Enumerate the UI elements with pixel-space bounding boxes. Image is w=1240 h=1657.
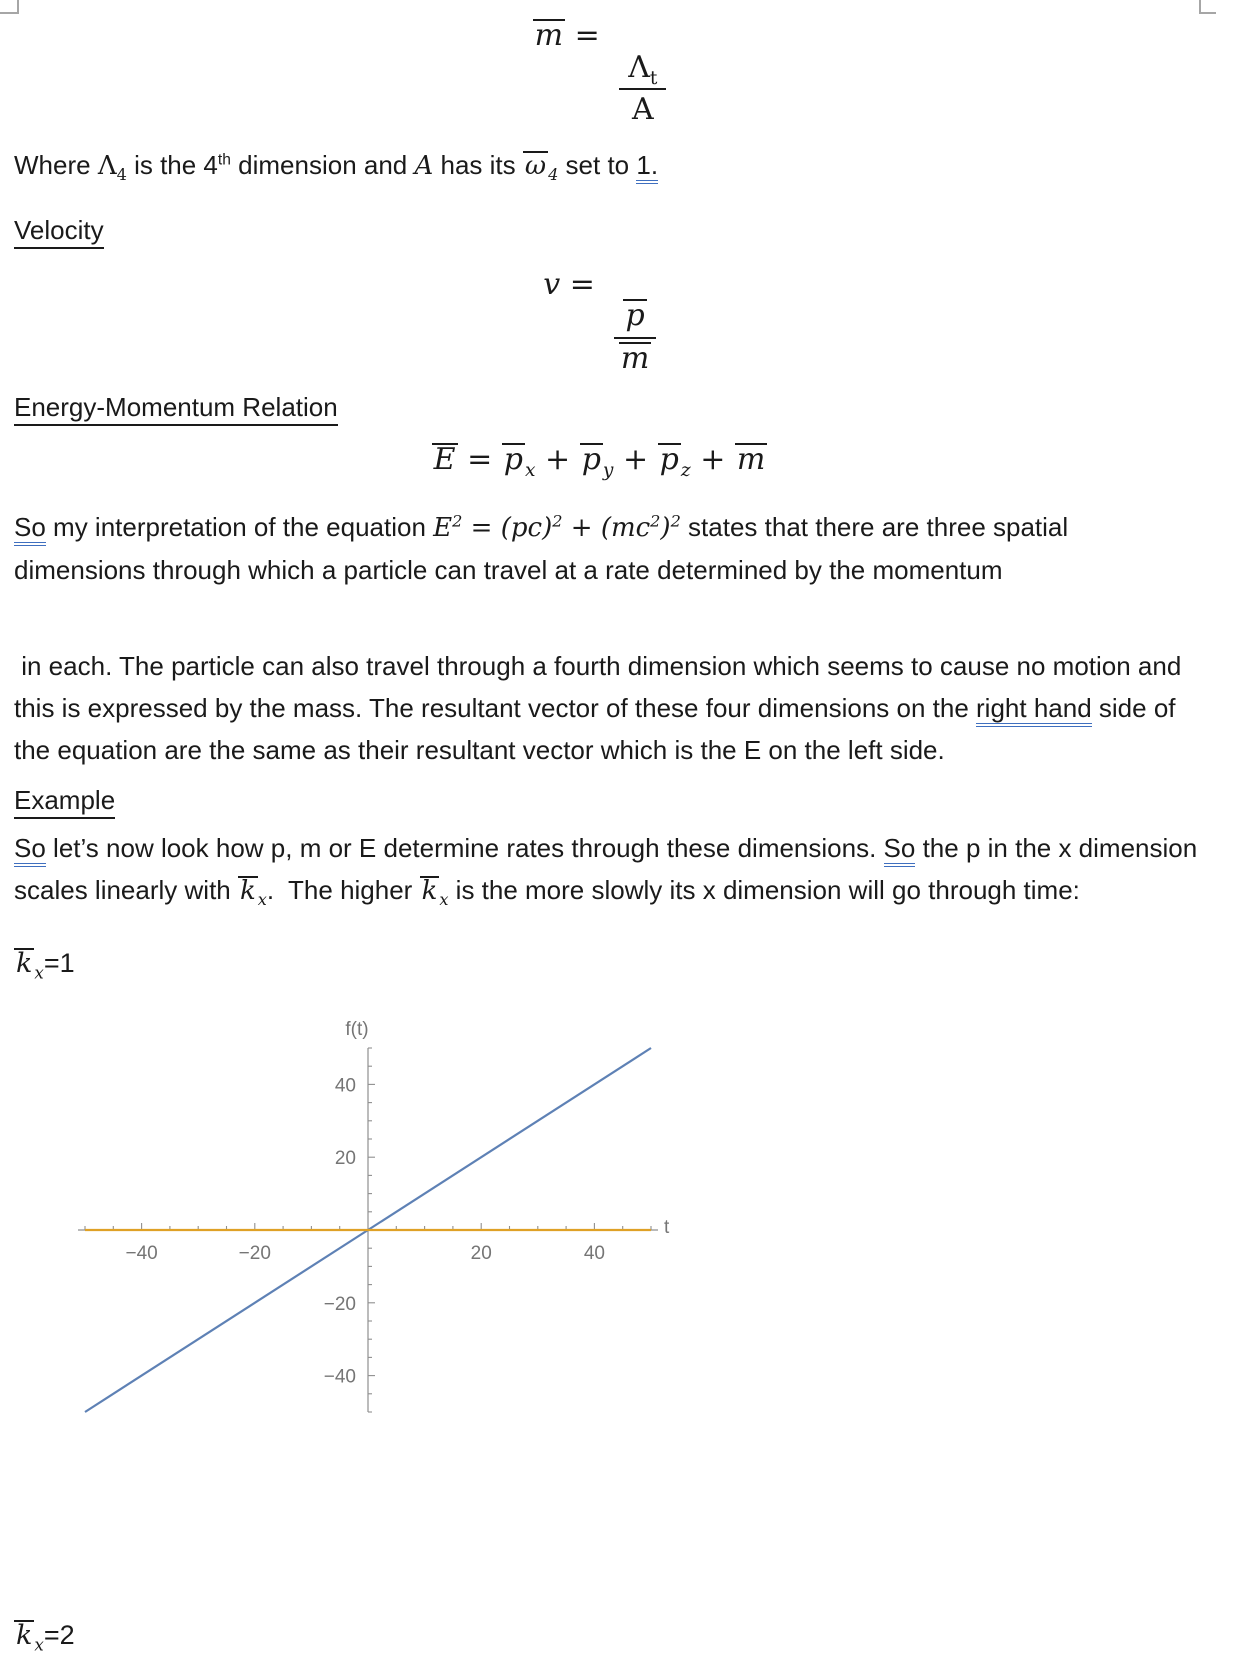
paragraph-in-each: in each. The particle can also travel through a fourth dimension which seems to cause no motion and this is expressed by the mass. The resultant vector of these four dimensions on the right hand side of the equation are the same as their resultant vector which is the E on the left side. bbox=[14, 651, 1182, 765]
x-tick-label: −40 bbox=[125, 1243, 158, 1264]
page-corner-mark-right bbox=[1199, 0, 1216, 14]
fraction: $\frac{p}{m}$ bbox=[614, 299, 655, 376]
equation-velocity: v = $\frac{p}{m}$ bbox=[14, 263, 1230, 377]
line-plot bbox=[0, 987, 700, 1442]
plot-figure bbox=[0, 987, 1230, 1442]
x-axis-label: t bbox=[664, 1217, 670, 1238]
fraction: $\frac{\Lambda_t}{A}$ bbox=[619, 51, 666, 128]
heading-example-text: Example bbox=[14, 785, 115, 819]
paragraph-where-lambda: Where $\Lambda_4$ is the 4th dimension and A has its ω $_4$ set to 1. bbox=[14, 149, 659, 184]
superscript-text: th bbox=[217, 150, 231, 168]
paragraph-example: So let’s now look how p, m or E determine rates through these dimensions. So the p in the x dimension scales linearly with k $_x$. The higher k $_x$ is the more slowly its x dimension will go through time: bbox=[14, 833, 1198, 910]
equation-mass-definition: m = $\frac{\Lambda_t}{A}$ bbox=[14, 14, 1230, 128]
paragraph-interpretation: So my interpretation of the equation $E^2 = (pc)^2 + (mc^2)^2$ states that there are three spatial dimensions through which a particle can travel at a rate determined by the momentum bbox=[14, 511, 1069, 585]
x-tick-label: −20 bbox=[238, 1243, 271, 1264]
y-tick-label: 40 bbox=[334, 1075, 356, 1097]
y-tick-label: −20 bbox=[323, 1293, 356, 1315]
y-axis-label: f(t) bbox=[345, 1019, 369, 1040]
heading-velocity-text: Velocity bbox=[14, 215, 104, 249]
label-kx-equals-1: k $_x$=1 bbox=[16, 948, 75, 983]
heading-velocity bbox=[14, 209, 1230, 251]
x-tick-label: 40 bbox=[583, 1243, 605, 1264]
x-tick-label: 20 bbox=[470, 1243, 492, 1264]
heading-example bbox=[14, 779, 1230, 821]
heading-energy-momentum bbox=[14, 386, 1230, 428]
label-kx-equals-2: k $_x$=2 bbox=[16, 1620, 75, 1655]
equation-energy-momentum: E = p $_x$ + p $_y$ + p $_z$ + m bbox=[433, 442, 766, 481]
y-tick-label: −40 bbox=[323, 1366, 356, 1388]
y-tick-label: 20 bbox=[334, 1148, 356, 1170]
page-corner-mark-left bbox=[0, 0, 19, 14]
heading-energy-momentum-text: Energy-Momentum Relation bbox=[14, 392, 338, 426]
